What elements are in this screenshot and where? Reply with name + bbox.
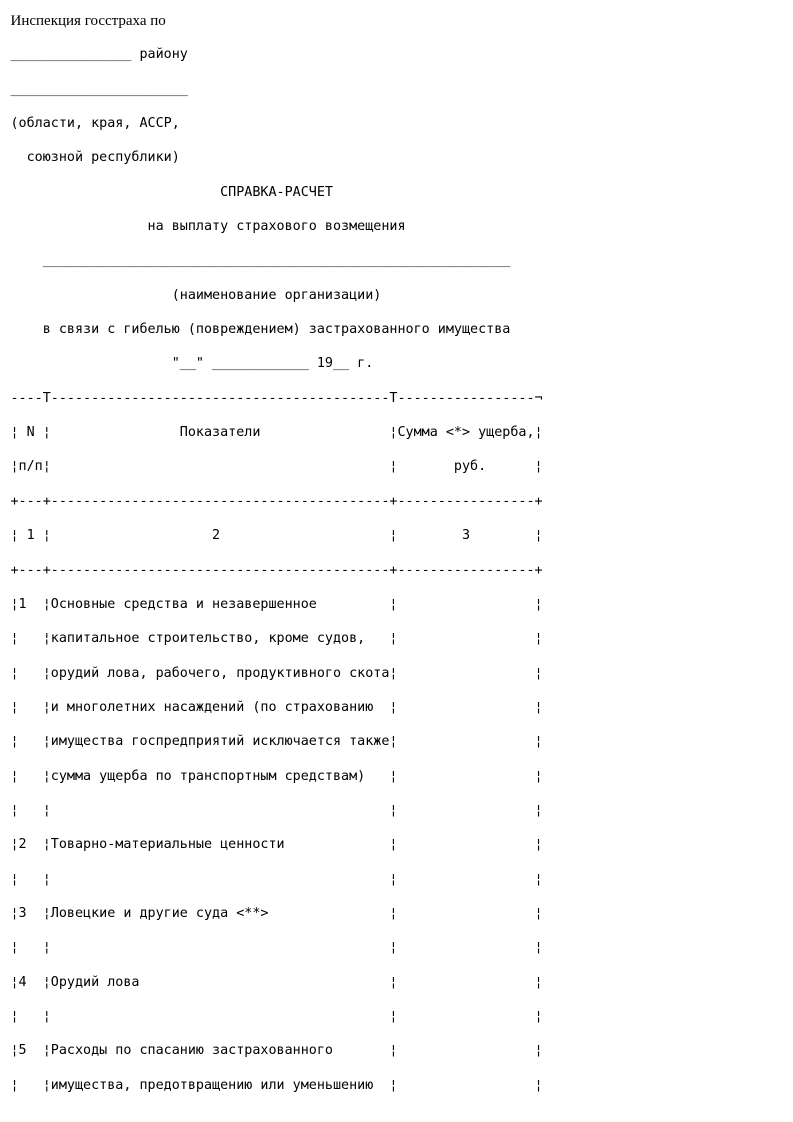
table-top-border: ----Т------------------------------------------Т-----------------¬ xyxy=(10,390,543,406)
region-caption-line-2: союзной республики) xyxy=(10,150,180,166)
table-row: ¦ 1 ¦ 2 ¦ 3 ¦ xyxy=(10,528,543,544)
table-separator: +---+------------------------------------------+-----------------+ xyxy=(10,562,543,578)
form-title: СПРАВКА-РАСЧЕТ xyxy=(10,184,333,200)
table-row: ¦1 ¦Основные средства и незавершенное ¦ ¦ xyxy=(10,596,543,612)
table-row: ¦ ¦ ¦ ¦ xyxy=(10,1008,543,1024)
district-blank-line: _______________ району xyxy=(10,47,188,63)
date-line: "__" ____________ 19__ г. xyxy=(10,356,374,372)
agency-name-line: Инспекция госстраха по xyxy=(10,13,166,29)
table-row: ¦ ¦капитальное строительство, кроме судов, ¦ ¦ xyxy=(10,631,543,647)
table-row: ¦п/п¦ ¦ руб. ¦ xyxy=(10,459,543,475)
table-row: ¦ ¦имущества госпредприятий исключается также¦ ¦ xyxy=(10,734,543,750)
table-row: ¦ ¦имущества, предотвращению или уменьшению ¦ ¦ xyxy=(10,1077,543,1093)
table-row: ¦ ¦ ¦ ¦ xyxy=(10,940,543,956)
form-subtitle: на выплату страхового возмещения xyxy=(10,219,406,235)
table-row: ¦5 ¦Расходы по спасанию застрахованного ¦ ¦ xyxy=(10,1043,543,1059)
table-row: ¦ ¦и многолетних насаждений (по страхованию ¦ ¦ xyxy=(10,699,543,715)
table-row: ¦ ¦ ¦ ¦ xyxy=(10,802,543,818)
table-row: ¦2 ¦Товарно-материальные ценности ¦ ¦ xyxy=(10,837,543,853)
table-separator: +---+------------------------------------------+-----------------+ xyxy=(10,493,543,509)
table-row: ¦ ¦орудий лова, рабочего, продуктивного скота¦ ¦ xyxy=(10,665,543,681)
table-row: ¦ N ¦ Показатели ¦Сумма <*> ущерба,¦ xyxy=(10,425,543,441)
table-row: ¦3 ¦Ловецкие и другие суда <**> ¦ ¦ xyxy=(10,905,543,921)
table-row: ¦ ¦сумма ущерба по транспортным средствам) ¦ ¦ xyxy=(10,768,543,784)
region-blank-line: ______________________ xyxy=(10,81,188,97)
reason-line: в связи с гибелью (повреждением) застрахованного имущества xyxy=(10,322,511,338)
table-row: ¦ ¦ ¦ ¦ xyxy=(10,871,543,887)
region-caption-line-1: (области, края, АССР, xyxy=(10,116,180,132)
table-row: ¦4 ¦Орудий лова ¦ ¦ xyxy=(10,974,543,990)
organization-caption: (наименование организации) xyxy=(10,287,382,303)
organization-blank-line: __________________________________________________________ xyxy=(10,253,511,269)
